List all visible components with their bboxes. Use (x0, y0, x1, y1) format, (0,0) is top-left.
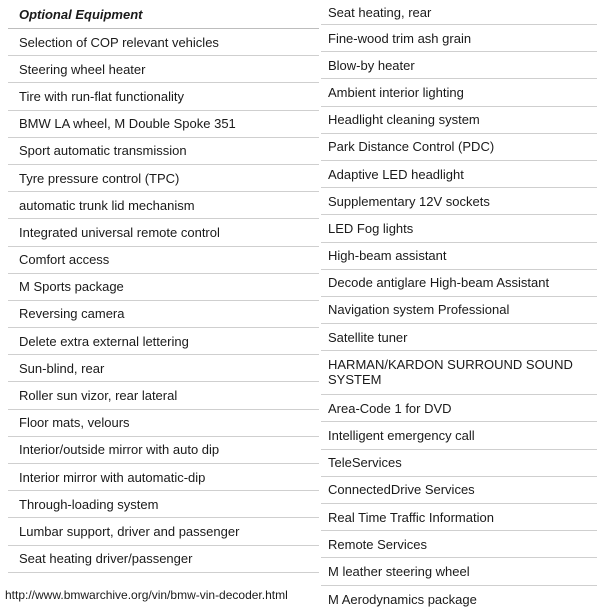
list-item: automatic trunk lid mechanism (8, 192, 319, 219)
list-item: Integrated universal remote control (8, 219, 319, 246)
list-item: Decode antiglare High-beam Assistant (321, 270, 597, 297)
list-item: Through-loading system (8, 491, 319, 518)
list-item: High-beam assistant (321, 243, 597, 270)
list-item: Seat heating, rear (321, 0, 597, 25)
list-item: Ambient interior lighting (321, 79, 597, 106)
list-item: ConnectedDrive Services (321, 477, 597, 504)
list-item: TeleServices (321, 450, 597, 477)
list-item: LED Fog lights (321, 215, 597, 242)
list-item: Navigation system Professional (321, 297, 597, 324)
list-item: Seat heating driver/passenger (8, 546, 319, 573)
list-item: Tyre pressure control (TPC) (8, 165, 319, 192)
list-item: Interior/outside mirror with auto dip (8, 437, 319, 464)
list-item: Remote Services (321, 531, 597, 558)
list-item: Adaptive LED headlight (321, 161, 597, 188)
list-item: M leather steering wheel (321, 558, 597, 585)
list-item: Selection of COP relevant vehicles (8, 29, 319, 56)
optional-equipment-left-column (8, 0, 319, 573)
list-item: Supplementary 12V sockets (321, 188, 597, 215)
list-item: Sport automatic transmission (8, 138, 319, 165)
list-item: Delete extra external lettering (8, 328, 319, 355)
list-item: Real Time Traffic Information (321, 504, 597, 531)
list-item: Floor mats, velours (8, 410, 319, 437)
list-item: Sun-blind, rear (8, 355, 319, 382)
list-item: Satellite tuner (321, 324, 597, 351)
list-item: Roller sun vizor, rear lateral (8, 382, 319, 409)
list-item: HARMAN/KARDON SURROUND SOUND SYSTEM (321, 351, 597, 395)
optional-equipment-right-column (321, 0, 597, 613)
list-item: Headlight cleaning system (321, 107, 597, 134)
list-item: Fine-wood trim ash grain (321, 25, 597, 52)
list-item: BMW LA wheel, M Double Spoke 351 (8, 111, 319, 138)
list-item: Comfort access (8, 247, 319, 274)
table-header: Optional Equipment (8, 0, 319, 29)
list-item: M Sports package (8, 274, 319, 301)
list-item: Interior mirror with automatic-dip (8, 464, 319, 491)
list-item: Tire with run-flat functionality (8, 83, 319, 110)
list-item: Lumbar support, driver and passenger (8, 518, 319, 545)
list-item: Intelligent emergency call (321, 422, 597, 449)
list-item: Blow-by heater (321, 52, 597, 79)
list-item: Reversing camera (8, 301, 319, 328)
source-url: http://www.bmwarchive.org/vin/bmw-vin-decoder.html (5, 588, 288, 602)
list-item: M Aerodynamics package (328, 591, 477, 607)
list-item: Area-Code 1 for DVD (321, 395, 597, 422)
list-item: Steering wheel heater (8, 56, 319, 83)
list-item: Park Distance Control (PDC) (321, 134, 597, 161)
